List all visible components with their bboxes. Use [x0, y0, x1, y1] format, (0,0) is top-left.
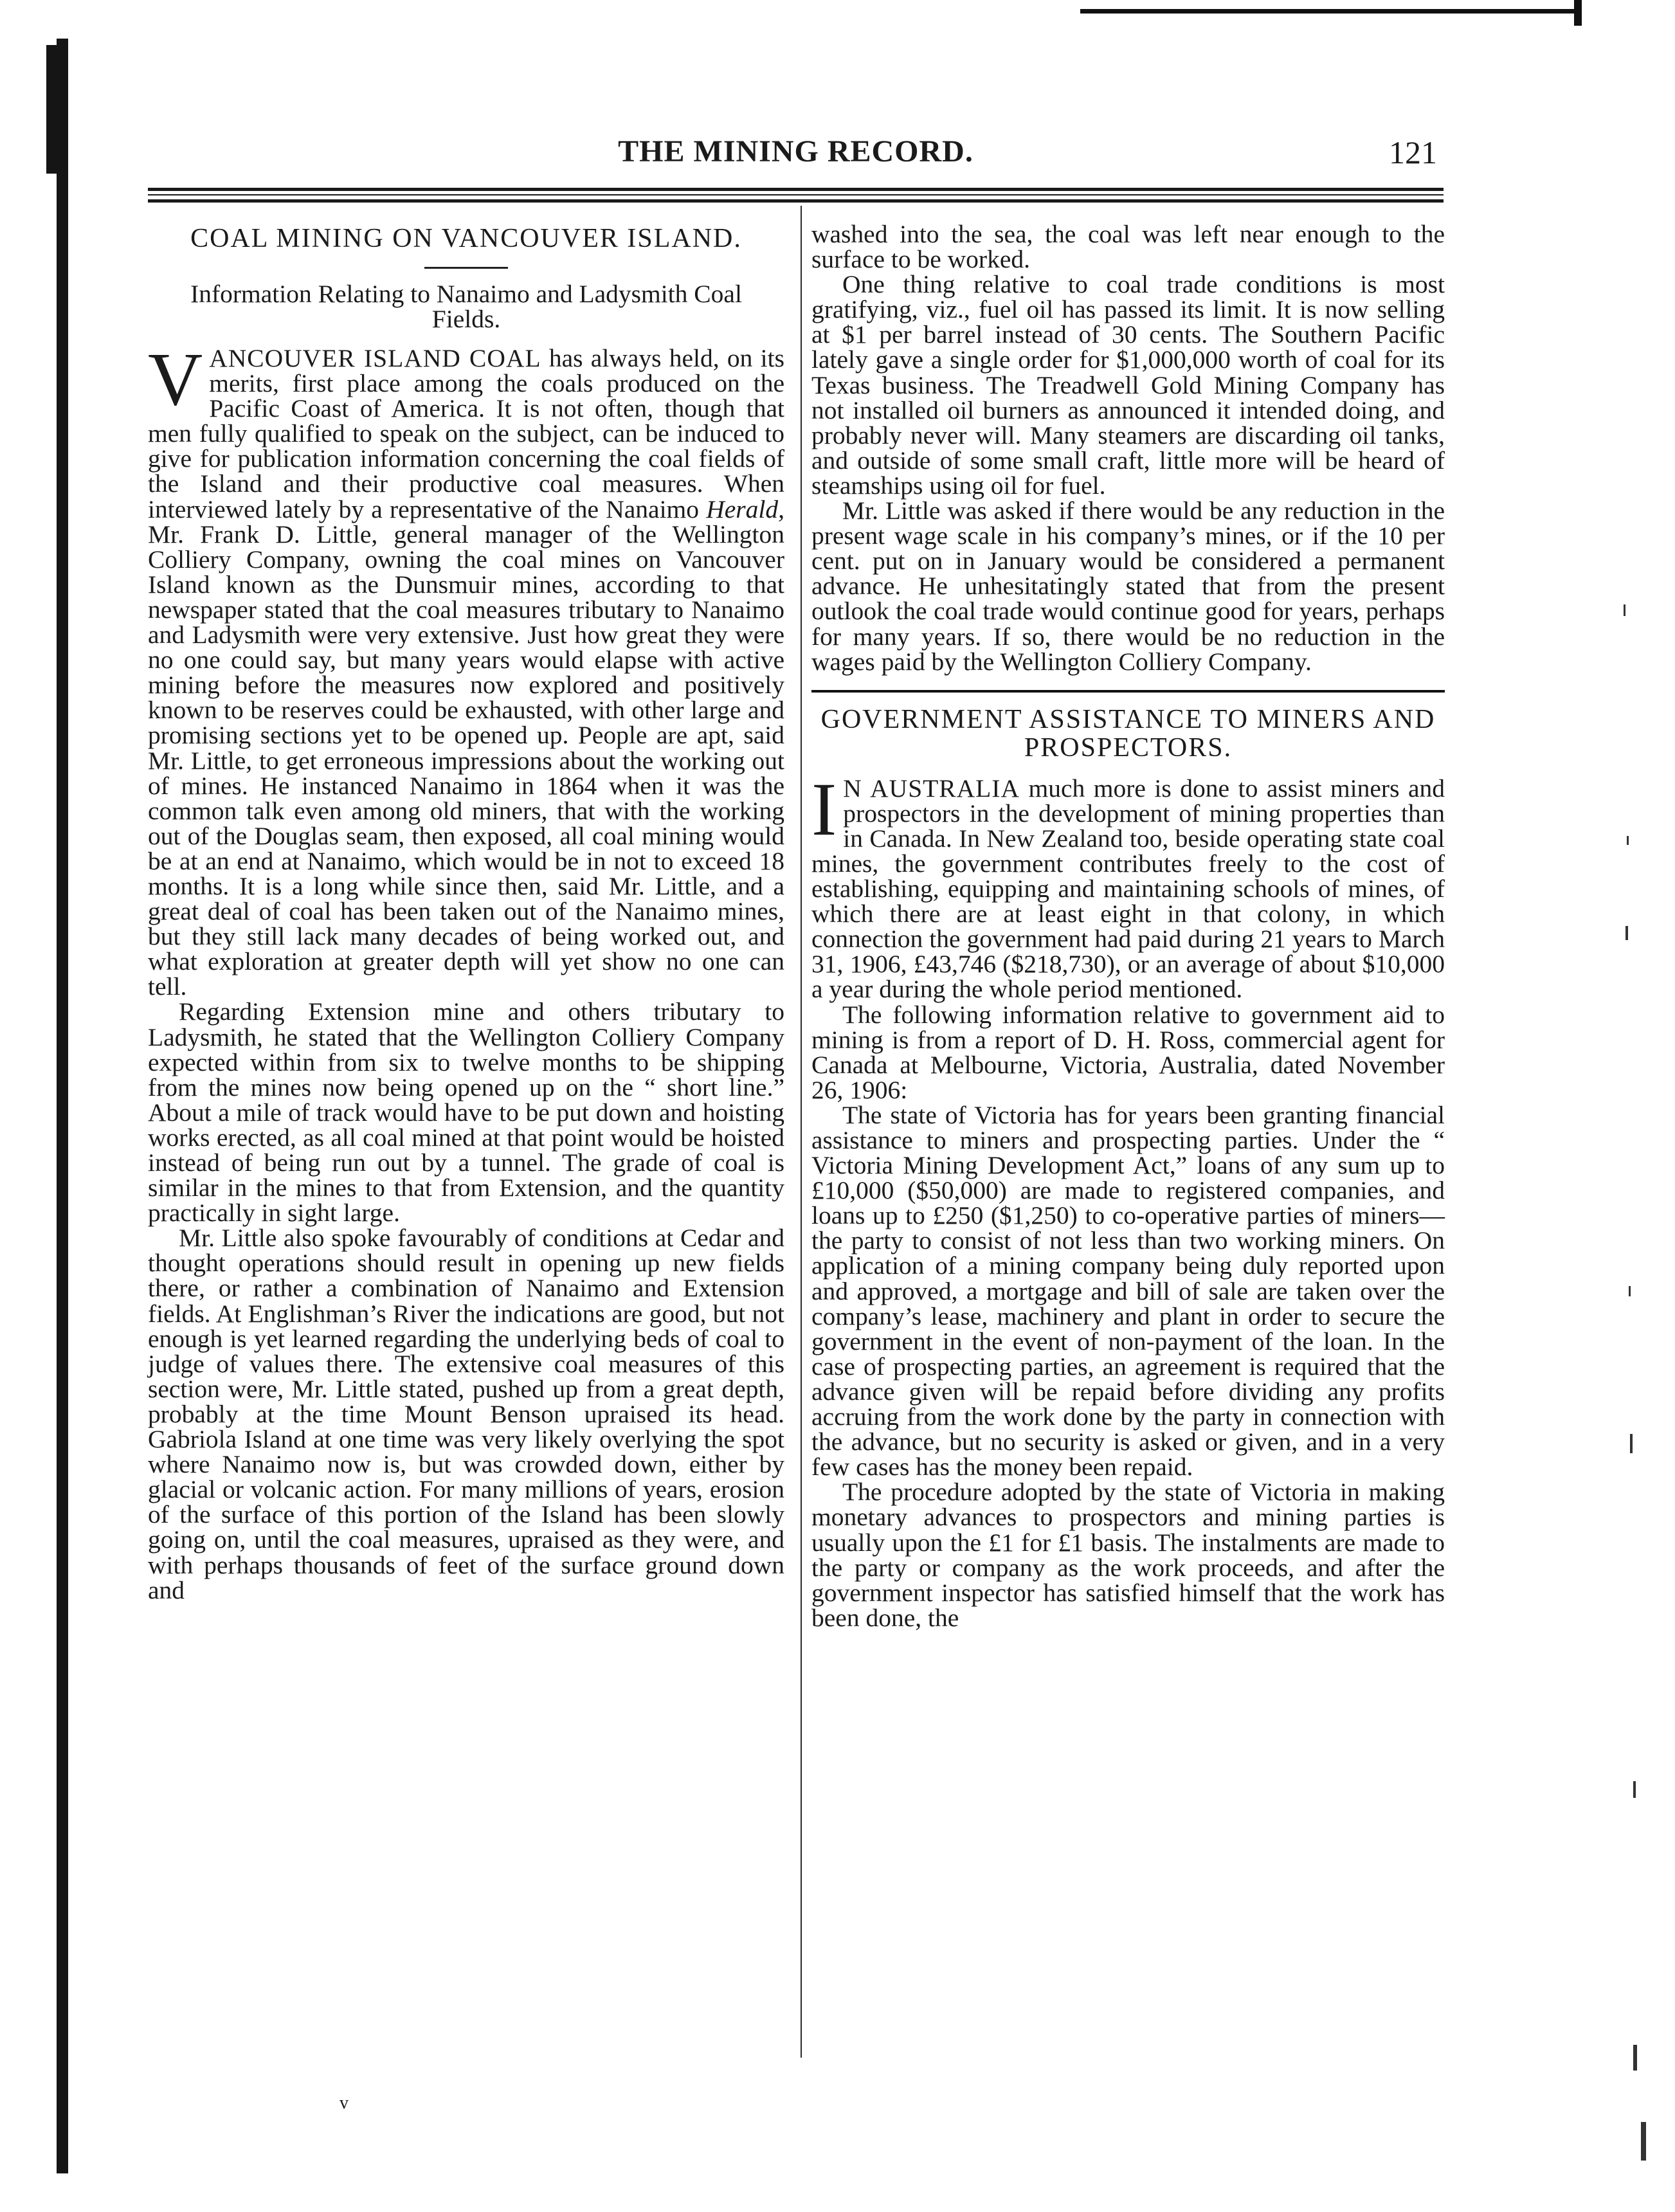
page-binding-notch	[46, 45, 59, 174]
article-paragraph: The state of Victoria has for years been granting financial assistance to miners and prospecting parties. Under the “ Victoria Mining Development Act,” loans of any sum up to £10,000 ($50,000) are made to registered companies, and loans up to £250 ($1,250) to co-operative parties of miners—the party to consist of not less than two working miners. On application of a mining company being duly reported upon and approved, a mortgage and bill of sale are taken over the company’s lease, machinery and plant in order to secure the government in the event of non-payment of the loan. In the case of prospecting parties, an agreement is required that the advance given will be repaid before dividing any profits accruing from the work done by the party in connection with the advance, but no security is asked or given, and in a very few cases has the money been repaid.	[811, 1100, 1445, 1482]
article-paragraph: Mr. Little also spoke favourably of conditions at Cedar and thought operations should result in opening up new fields there, or rather a combination of Nanaimo and Extension fields. At Englishman’s River the indications are good, but not enough is yet learned regarding the underlying beds of coal to judge of values there. The extensive coal measures of this section were, Mr. Little stated, pushed up from a great depth, probably at the time Mount Benson upraised its head. Gabriola Island at one time was very likely overlying the spot where Nanaimo now is, but was crowded down, either by glacial or volcanic action. For many millions of years, erosion of the surface of this portion of the Island has been slowly going on, until the coal measures, upraised as they were, and with perhaps thousands of feet of the surface ground down and	[148, 1224, 784, 1604]
section-rule	[811, 690, 1445, 693]
article-paragraph: Mr. Little was asked if there would be any reduction in the present wage scale in his company’s mines, or if the 10 per cent. put on in January would be considered a permanent advance. He unhesitatingly stated that from the present outlook the coal trade would continue good for years, perhaps for many years. If so, there would be no reduction in the wages paid by the Wellington Colliery Company.	[811, 496, 1445, 676]
scan-speckle	[1629, 1286, 1631, 1296]
paragraph-text: has always held, on its merits, first place among the coals produced on the Pacific Coast of America. It is not often, though that men fully qualified to speak on the subject, can be induced to give for publication information concerning the coal fields of the Island and their productive coal measures. When interviewed lately by a representative of the Nanaimo	[148, 344, 784, 523]
signature-mark: v	[340, 2093, 349, 2113]
article-title: COAL MINING ON VANCOUVER ISLAND.	[190, 224, 742, 253]
article-title: GOVERNMENT ASSISTANCE TO MINERS AND PROSPECTORS.	[820, 704, 1436, 763]
article-paragraph	[811, 766, 1445, 1004]
page-number: 121	[1389, 134, 1437, 170]
article-paragraph: The procedure adopted by the state of Victoria in making monetary advances to prospectors and mining parties is usually upon the £1 for £1 basis. The instalments are made to the party or company as the work proceeds, and after the government inspector has satisfied himself that the work has been done, the	[811, 1478, 1445, 1632]
scan-speckle	[1633, 2045, 1637, 2071]
column-divider	[801, 206, 802, 2058]
scan-speckle	[1633, 1781, 1636, 1798]
header-rule-bottom	[148, 199, 1444, 203]
header-rule-middle	[148, 194, 1444, 195]
article-paragraph: The following information relative to government aid to mining is from a report of D. H. Ross, commercial agent for Canada at Melbourne, Victoria, Australia, dated November 26, 1906:	[811, 1000, 1445, 1104]
scan-speckle	[1627, 836, 1629, 845]
article-paragraph	[148, 337, 784, 1001]
article-subtitle: Information Relating to Nanaimo and Ladysmith Coal Fields.	[190, 280, 742, 333]
scan-speckle	[1625, 926, 1628, 940]
drop-cap: I	[811, 766, 837, 851]
title-rule	[424, 267, 508, 269]
drop-cap: V	[148, 337, 203, 421]
header-rule-top	[148, 188, 1444, 191]
paragraph-text: Mr. Frank D. Little, general manager of the Wellington Colliery Company, owning the coal mines on Vancouver Island known as the Dunsmuir mines, according to that newspaper stated that the coal measures tributary to Nanaimo and Ladysmith were very extensive. Just how great they were no one could say, but many years would elapse with active mining before the measures now explored and positively known to be reserves could be exhausted, with other large and promising sections yet to be opened up. People are apt, said Mr. Little, to get erroneous impressions about the working out of mines. He instanced Nanaimo in 1864 when it was the common talk even among old miners, that with the working out of the Douglas seam, then exposed, all coal mining would be at an end at Nanaimo, which would be in not to exceed 18 months. It is a long while since then, said Mr. Little, and a great deal of coal has been taken out of the Nanaimo mines, but they still lack many decades of being worked out, and what exploration at greater depth will yet show no one can tell.	[148, 520, 784, 1001]
scan-speckle	[1630, 1434, 1633, 1453]
lead-in: N AUSTRALIA	[843, 774, 1020, 802]
right-column	[811, 222, 1445, 1631]
paragraph-text: much more is done to assist miners and prospectors in the development of mining properties than in Canada. In New Zealand too, beside operating state coal mines, the government contributes freely to the cost of establishing, equipping and maintaining schools of mines, of which there are at least eight in that colony, in which connection the government had paid during 21 years to March 31, 1906, £43,746 ($218,730), or an average of about $10,000 a year during the whole period mentioned.	[811, 774, 1445, 1004]
scan-speckle	[1641, 2122, 1646, 2161]
top-edge-rule-end	[1574, 0, 1582, 26]
article-paragraph-continued: washed into the sea, the coal was left near enough to the surface to be worked.	[811, 220, 1445, 274]
scan-speckle	[1624, 604, 1625, 616]
newspaper-name: Herald,	[706, 494, 784, 523]
journal-title: THE MINING RECORD.	[618, 134, 973, 168]
running-header	[148, 134, 1444, 179]
page-binding-edge	[57, 39, 68, 2173]
left-column	[148, 222, 784, 1603]
top-edge-rule	[1080, 9, 1582, 14]
lead-in: ANCOUVER ISLAND COAL	[209, 344, 541, 372]
article-paragraph: Regarding Extension mine and others tributary to Ladysmith, he stated that the Wellington Colliery Company expected within from six to twelve months to be shipping from the mines now being opened up on the “ short line.” About a mile of track would have to be put down and hoisting works erected, as all coal mined at that point would be hoisted instead of being run out by a tunnel. The grade of coal is similar in the mines to that from Extension, and the quantity practically in sight large.	[148, 997, 784, 1228]
article-paragraph: One thing relative to coal trade conditions is most gratifying, viz., fuel oil has passed its limit. It is now selling at $1 per barrel instead of 30 cents. The Southern Pacific lately gave a single order for $1,000,000 worth of coal for its Texas business. The Treadwell Gold Mining Company has not installed oil burners as announced it intended doing, and probably never will. Many steamers are discarding oil tanks, and outside of some small craft, little more will be heard of steamships using oil for fuel.	[811, 270, 1445, 500]
